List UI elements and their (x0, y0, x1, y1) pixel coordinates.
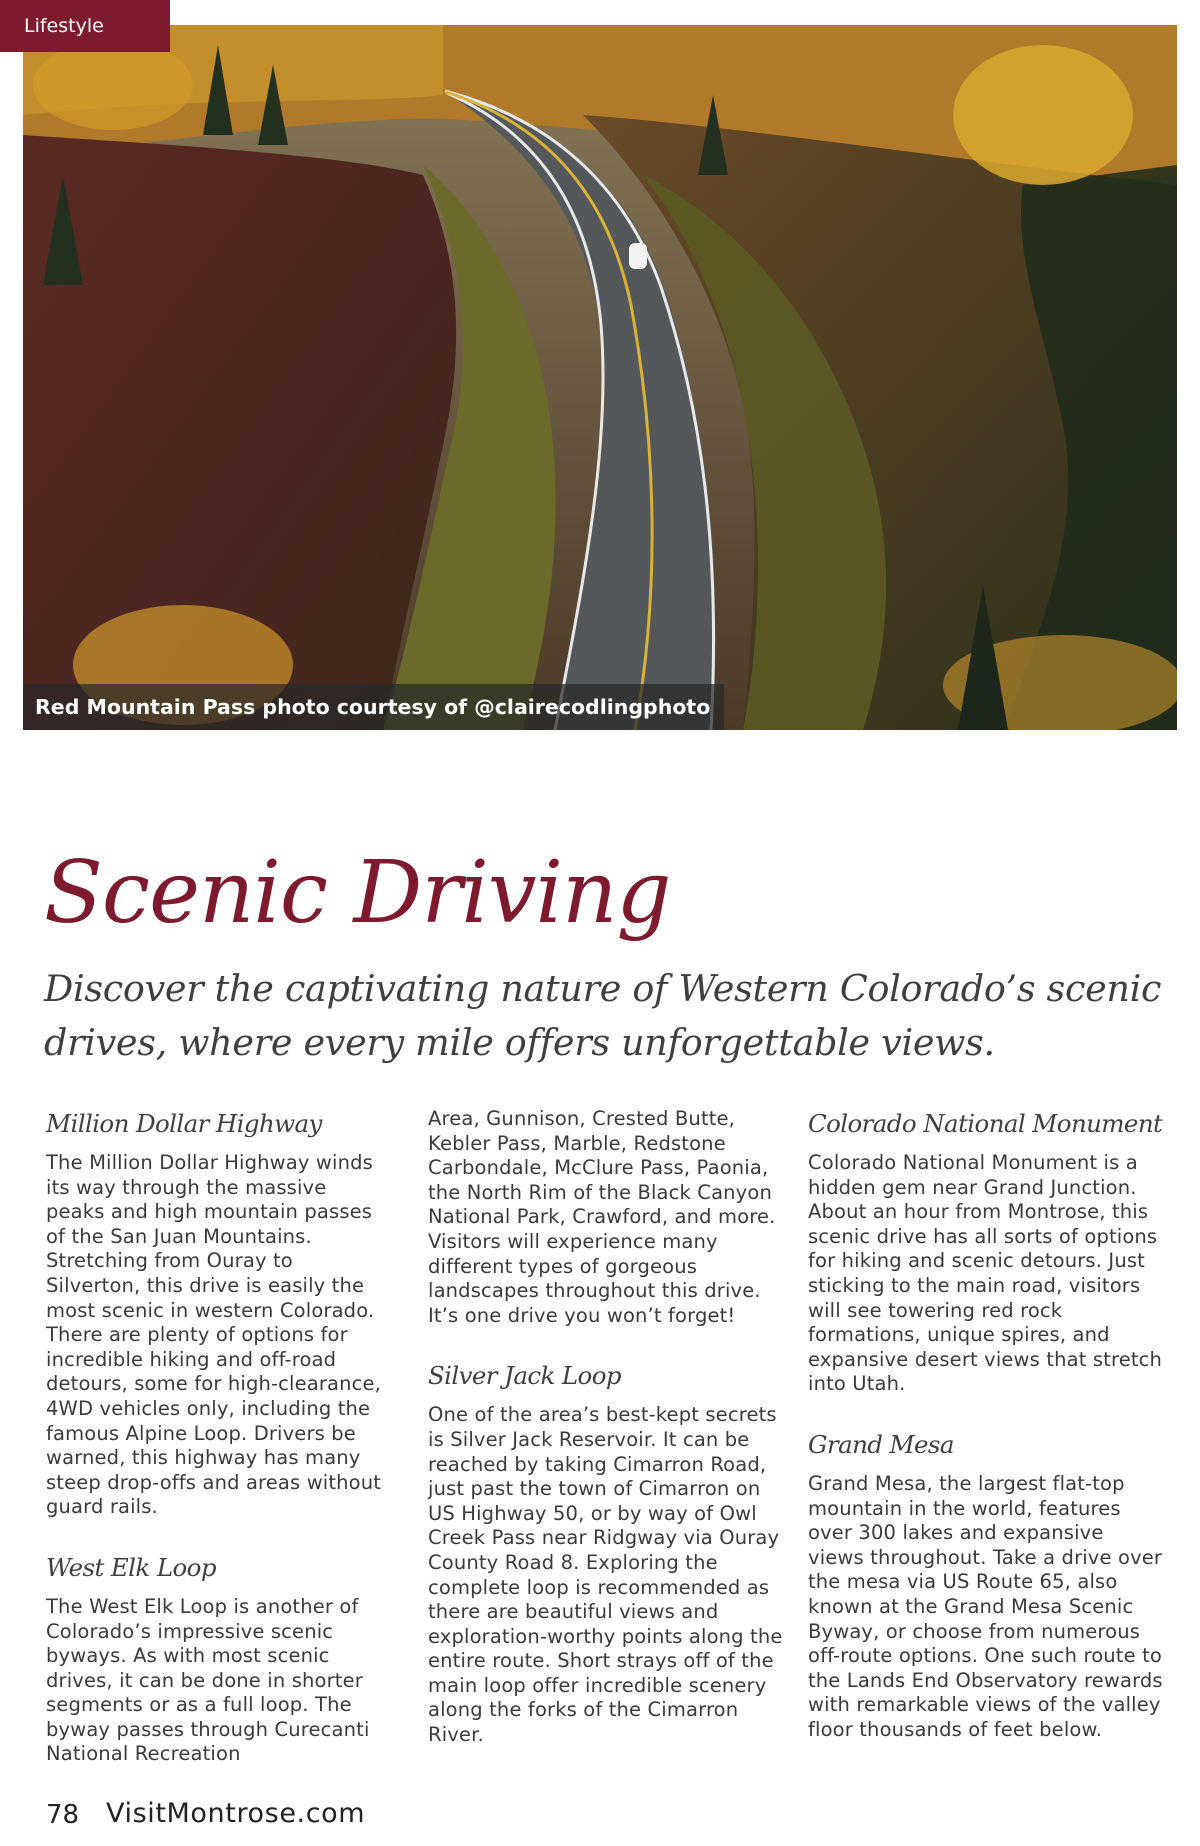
page-subtitle: Discover the captivating nature of Western Colorado’s scenic drives, where every mile offers unforgettable views. (44, 967, 1162, 1064)
section-heading-silver-jack-loop: Silver Jack Loop (428, 1361, 621, 1391)
section-body-silver-jack-loop: One of the area’s best-kept secrets is Silver Jack Reservoir. It can be reached by taking Cimarron Road, just past the town of Cimarron on US Highway 50, or by way of Owl Creek Pass near Ridgway via Ouray County Road 8. Exploring the complete loop is recommended as there are beautiful views and exploration-worthy points along the entire route. Short strays off of the main loop offer incredible scenery along the forks of the Cimarron River. (428, 1403, 783, 1747)
section-body-west-elk-loop: The West Elk Loop is another of Colorado’s impressive scenic byways. As with most scenic drives, it can be done in shorter segments or as a full loop. The byway passes through Curecanti National Recreation (46, 1594, 370, 1766)
section-body-grand-mesa: Grand Mesa, the largest flat-top mountain in the world, features over 300 lakes and expansive views throughout. Take a drive over the mesa via US Route 65, also known at the Grand Mesa Scenic Byway, or choose from numerous off-route options. One such route to the Lands End Observatory rewards with remarkable views of the valley floor thousands of feet below. (808, 1471, 1163, 1741)
column-1 (46, 1107, 391, 1767)
section-heading-grand-mesa: Grand Mesa (808, 1429, 954, 1459)
section-heading-million-dollar-highway: Million Dollar Highway (46, 1109, 322, 1138)
page-title: Scenic Driving (44, 843, 671, 943)
section-body-million-dollar-highway: The Million Dollar Highway winds its way through the massive peaks and high mountain passes of the San Juan Mountains. Stretching from Ouray to Silverton, this drive is easily the most scenic in western Colorado. There are plenty of options for incredible hiking and off-road detours, some for high-clearance, 4WD vehicles only, including the famous Alpine Loop. Drivers be warned, this highway has many steep drop-offs and areas without guard rails. (46, 1151, 382, 1519)
section-body-colorado-national-monument: Colorado National Monument is a hidden gem near Grand Junction. About an hour from Montrose, this scenic drive has all sorts of options for hiking and scenic detours. Just sticking to the main road, visitors will see towering red rock formations, unique spires, and expansive desert views that stretch into Utah. (808, 1151, 1163, 1396)
page-number: 78 (46, 1800, 80, 1830)
website-url[interactable]: VisitMontrose.com (106, 1798, 366, 1829)
section-body-west-elk-loop-continued: Area, Gunnison, Crested Butte, Kebler Pass, Marble, Redstone Carbondale, McClure Pass, Paonia, the North Rim of the Black Canyon National Park, Crawford, and more. Visitors will experience many different types of gorgeous landscapes throughout this drive. It’s one drive you won’t forget! (428, 1107, 776, 1327)
column-2 (428, 1107, 783, 1748)
section-heading-colorado-national-monument: Colorado National Monument (808, 1109, 1163, 1138)
hero-photo (23, 25, 1177, 730)
column-3 (808, 1107, 1163, 1742)
photo-caption: Red Mountain Pass photo courtesy of @clairecodlingphoto (23, 684, 724, 730)
mountain-road-photo (23, 25, 1177, 730)
section-heading-west-elk-loop: West Elk Loop (46, 1552, 216, 1582)
section-label: Lifestyle (0, 0, 170, 52)
